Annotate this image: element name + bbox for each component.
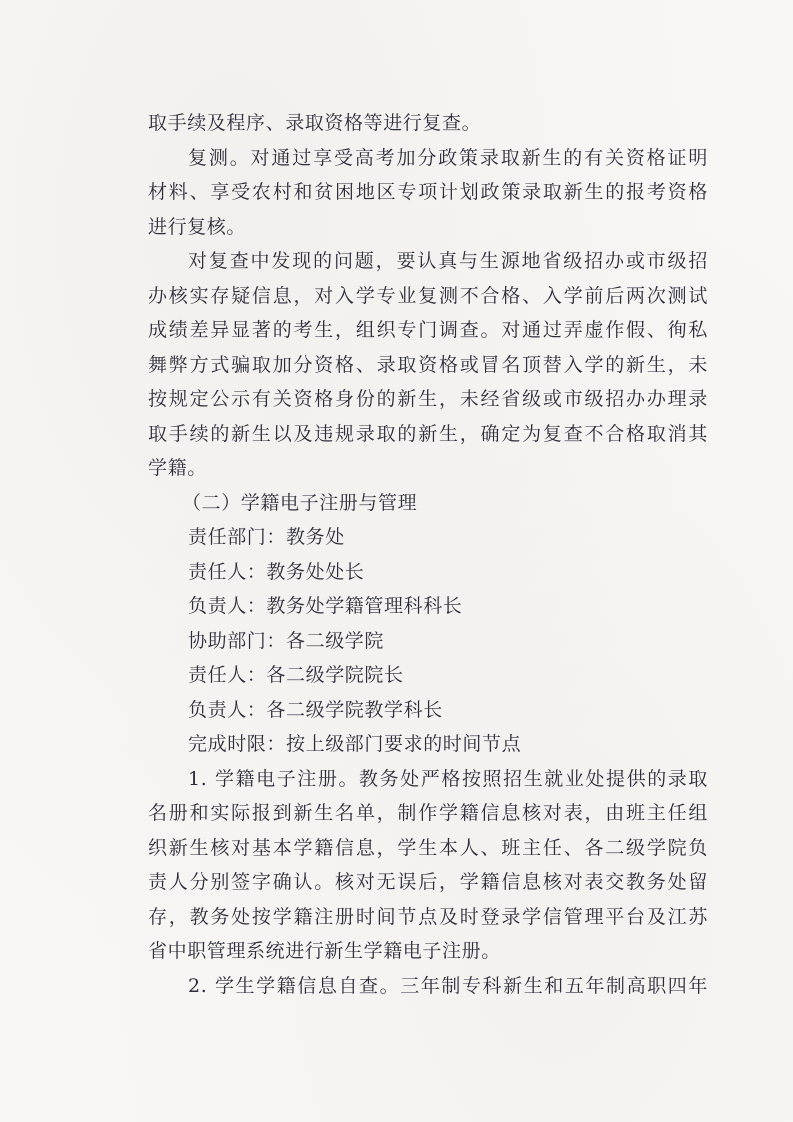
text-line: 按规定公示有关资格身份的新生，未经省级或市级招办办理录 [148,388,708,410]
responsibility-line: 责任人：教务处处长 [188,560,365,583]
document-body [148,106,708,1003]
text-line: 1. 学籍电子注册。教务处严格按照招生就业处提供的录取 [188,767,708,790]
section-heading: （二）学籍电子注册与管理 [182,491,418,514]
responsibility-line: 协助部门：各二级学院 [188,629,385,652]
text-line: 学籍。 [148,457,207,479]
text-line: 舞弊方式骗取加分资格、录取资格或冒名顶替入学的新生，未 [148,353,708,376]
text-line: 进行复核。 [148,215,247,238]
responsibility-line: 责任人：各二级学院院长 [188,664,404,686]
text-line: 织新生核对基本学籍信息，学生本人、班主任、各二级学院负 [148,836,708,859]
responsibility-line: 责任部门：教务处 [188,526,345,548]
text-line: 复测。对通过享受高考加分政策录取新生的有关资格证明 [188,146,708,169]
text-line: 材料、享受农村和贫困地区专项计划政策录取新生的报考资格 [148,181,708,203]
responsibility-line: 负责人：各二级学院教学科长 [188,698,443,721]
text-line: 责人分别签字确认。核对无误后，学籍信息核对表交教务处留 [148,871,708,893]
text-line: 取手续及程序、录取资格等进行复查。 [148,112,482,134]
text-line: 对复查中发现的问题，要认真与生源地省级招办或市级招 [188,250,708,272]
text-line: 成绩差异显著的考生，组织专门调查。对通过弄虚作假、徇私 [148,319,708,341]
text-line: 2. 学生学籍信息自查。三年制专科新生和五年制高职四年 [188,974,708,997]
text-line: 办核实存疑信息，对入学专业复测不合格、入学前后两次测试 [148,284,708,307]
responsibility-line: 负责人：教务处学籍管理科科长 [188,595,463,617]
text-line: 名册和实际报到新生名单，制作学籍信息核对表，由班主任组 [148,802,708,824]
text-line: 省中职管理系统进行新生学籍电子注册。 [148,940,501,962]
text-line: 存，教务处按学籍注册时间节点及时登录学信管理平台及江苏 [148,905,708,928]
text-line: 取手续的新生以及违规录取的新生，确定为复查不合格取消其 [148,422,708,445]
responsibility-line: 完成时限：按上级部门要求的时间节点 [188,733,522,755]
